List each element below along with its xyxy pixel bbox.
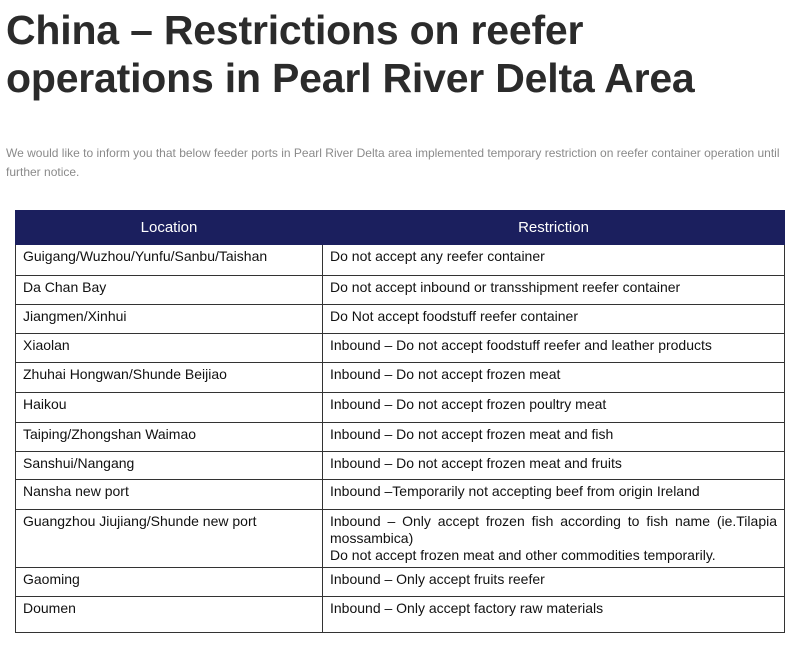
location-cell: Haikou — [16, 393, 323, 423]
table-row — [16, 393, 785, 423]
location-cell: Da Chan Bay — [16, 276, 323, 305]
table-header-row — [16, 211, 785, 245]
table-row — [16, 510, 785, 568]
restriction-cell: Do not accept any reefer container — [323, 245, 785, 276]
restrictions-table-container — [15, 210, 785, 633]
table-row — [16, 363, 785, 393]
location-cell: Jiangmen/Xinhui — [16, 305, 323, 334]
restriction-cell: Inbound – Only accept fruits reefer — [323, 568, 785, 597]
restriction-cell: Inbound – Do not accept frozen meat and fruits — [323, 452, 785, 480]
location-cell: Xiaolan — [16, 334, 323, 363]
header-location: Location — [16, 211, 323, 245]
table-row — [16, 597, 785, 633]
location-cell: Guigang/Wuzhou/Yunfu/Sanbu/Taishan — [16, 245, 323, 276]
restriction-line: Do not accept frozen meat and other commodities temporarily. — [330, 547, 716, 563]
table-row — [16, 276, 785, 305]
table-row — [16, 452, 785, 480]
location-cell: Nansha new port — [16, 480, 323, 510]
location-cell: Zhuhai Hongwan/Shunde Beijiao — [16, 363, 323, 393]
header-restriction: Restriction — [323, 211, 785, 245]
table-row — [16, 334, 785, 363]
restriction-cell: Inbound – Do not accept frozen poultry meat — [323, 393, 785, 423]
table-row — [16, 568, 785, 597]
restriction-line: Inbound – Only accept frozen fish according to fish name (ie.Tilapia mossambica) — [330, 513, 777, 546]
restrictions-table — [15, 210, 785, 633]
table-row — [16, 305, 785, 334]
restriction-cell: Do not accept inbound or transshipment reefer container — [323, 276, 785, 305]
table-row — [16, 423, 785, 452]
page-title: China – Restrictions on reefer operations in Pearl River Delta Area — [6, 7, 695, 101]
location-cell: Taiping/Zhongshan Waimao — [16, 423, 323, 452]
restriction-cell: Inbound –Temporarily not accepting beef from origin Ireland — [323, 480, 785, 510]
table-row — [16, 480, 785, 510]
table-row — [16, 245, 785, 276]
restriction-cell: Inbound – Do not accept frozen meat and fish — [323, 423, 785, 452]
restriction-cell: Inbound – Do not accept foodstuff reefer and leather products — [323, 334, 785, 363]
restriction-cell: Inbound – Do not accept frozen meat — [323, 363, 785, 393]
location-cell: Doumen — [16, 597, 323, 633]
location-cell: Gaoming — [16, 568, 323, 597]
location-cell: Sanshui/Nangang — [16, 452, 323, 480]
restriction-cell: Inbound – Only accept factory raw materials — [323, 597, 785, 633]
intro-text: We would like to inform you that below feeder ports in Pearl River Delta area implemented temporary restriction on reefer container operation until further notice. — [6, 146, 780, 179]
restriction-cell: Do Not accept foodstuff reefer container — [323, 305, 785, 334]
restriction-cell — [323, 510, 785, 568]
location-cell: Guangzhou Jiujiang/Shunde new port — [16, 510, 323, 568]
